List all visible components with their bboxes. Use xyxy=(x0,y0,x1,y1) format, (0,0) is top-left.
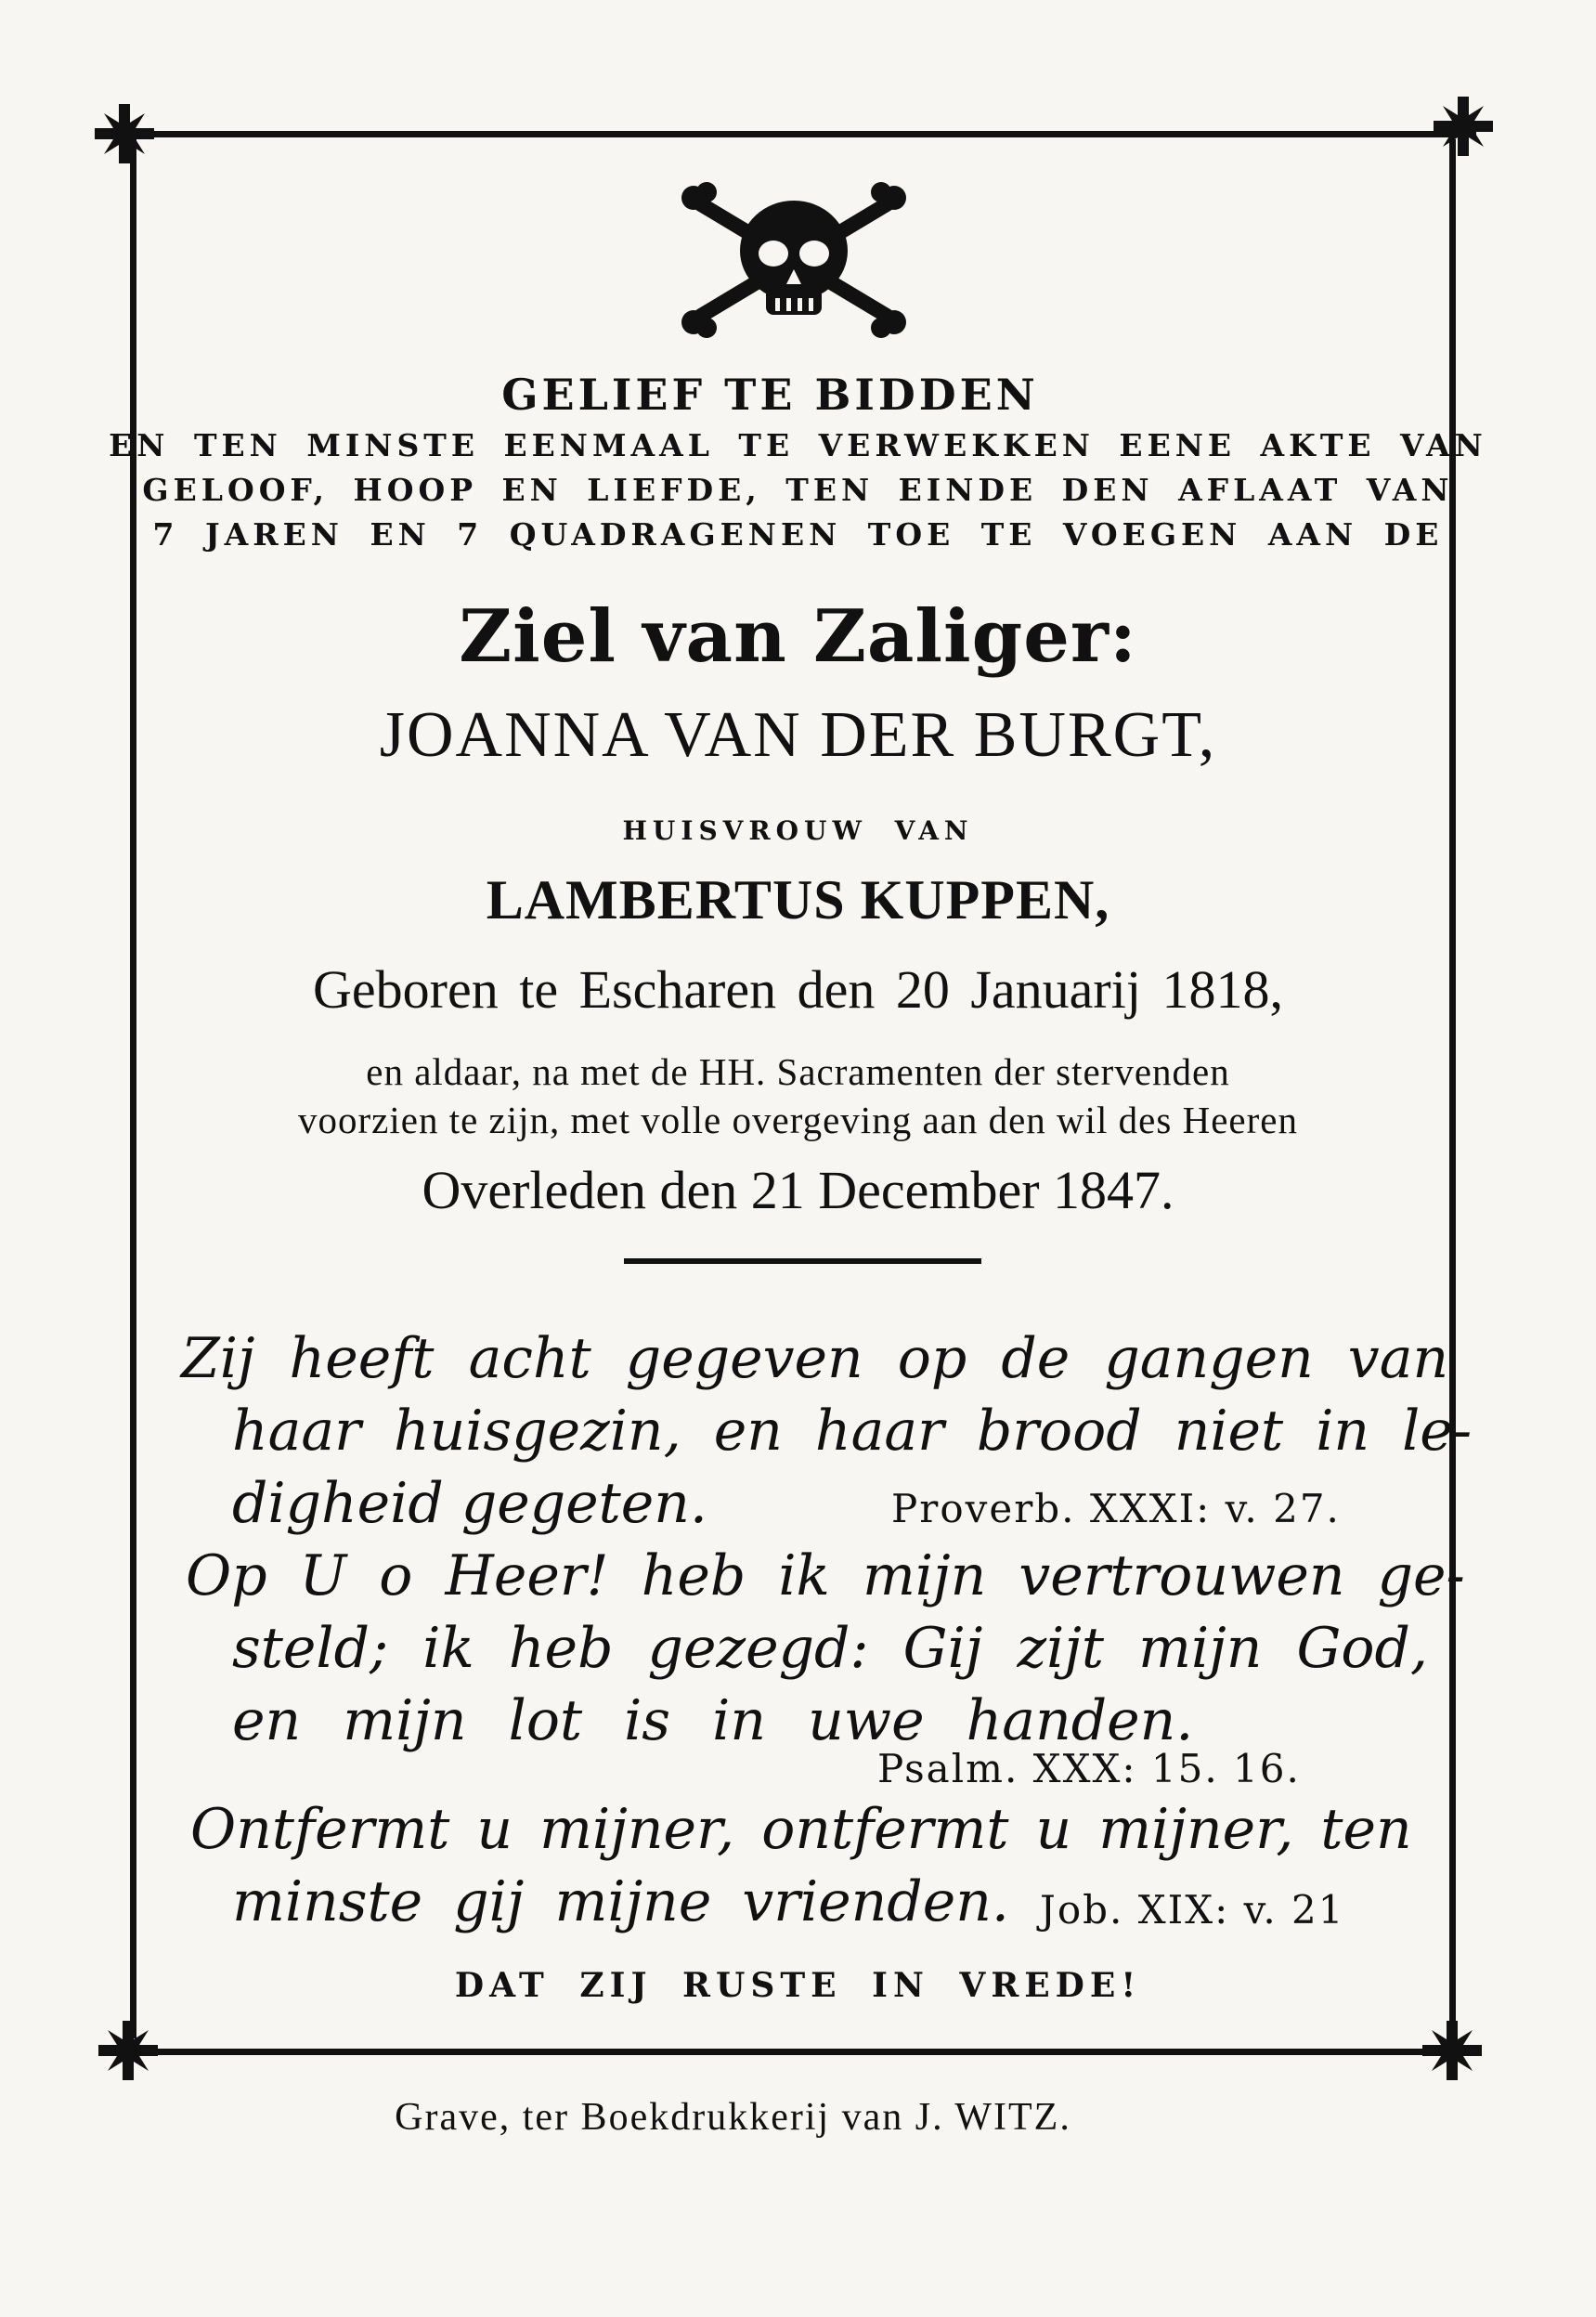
intro-line: 7 JAREN EN 7 QUADRAGENEN TOE TE VOEGEN AAN DE xyxy=(152,516,1444,553)
intro-line: EN TEN MINSTE EENMAAL TE VERWEKKEN EENE AKTE VAN xyxy=(109,427,1487,463)
relation-label: HUISVROUW VAN xyxy=(622,815,974,846)
border-bottom xyxy=(139,2049,1476,2055)
skull-crossbones-icon xyxy=(673,181,915,339)
psalm-reference: Psalm. XXX: 15. 16. xyxy=(877,1746,1301,1791)
border-top xyxy=(139,131,1476,137)
job-verse-line: Ontfermt u mijner, ontfermt u mijner, ten xyxy=(190,1797,1412,1862)
psalm-verse-line: Op U o Heer! heb ik mijn vertrouwen ge- xyxy=(186,1543,1465,1608)
cross-bottom-left-icon xyxy=(95,2017,162,2084)
proverbs-verse-line: digheid gegeten. xyxy=(232,1471,707,1536)
circumstances-line: voorzien te zijn, met volle overgeving aan den wil des Heeren xyxy=(298,1099,1298,1141)
printer-credit: Grave, ter Boekdrukkerij van J. WITZ. xyxy=(395,2096,1071,2139)
divider xyxy=(624,1258,981,1264)
job-verse-line: minste gij mijne vrienden. xyxy=(232,1869,1009,1934)
psalm-verse-line: en mijn lot is in uwe handen. xyxy=(232,1688,1194,1753)
closing-prayer: DAT ZIJ RUSTE IN VREDE! xyxy=(454,1966,1142,2005)
proverbs-verse-line: Zij heeft acht gegeven op de gangen van xyxy=(181,1326,1449,1391)
proverbs-reference: Proverb. XXXI: v. 27. xyxy=(891,1486,1341,1531)
death-line: Overleden den 21 December 1847. xyxy=(422,1160,1174,1220)
job-reference: Job. XIX: v. 21 xyxy=(1040,1887,1345,1933)
spouse-name: LAMBERTUS KUPPEN, xyxy=(486,869,1110,931)
birth-line: Geboren te Escharen den 20 Januarij 1818, xyxy=(313,959,1283,1020)
psalm-verse-line: steld; ik heb gezegd: Gij zijt mijn God, xyxy=(232,1616,1429,1681)
proverbs-verse-line: haar huisgezin, en haar brood niet in le- xyxy=(232,1399,1473,1464)
cross-top-left-icon xyxy=(91,100,158,167)
intro-line: GELOOF, HOOP EN LIEFDE, TEN EINDE DEN AFLAAT VAN xyxy=(142,472,1454,508)
deceased-name: JOANNA VAN DER BURGT, xyxy=(379,699,1217,771)
cross-bottom-right-icon xyxy=(1419,2017,1486,2084)
circumstances-line: en aldaar, na met de HH. Sacramenten der stervenden xyxy=(366,1050,1230,1093)
cross-top-right-icon xyxy=(1430,93,1497,160)
prayer-title: GELIEF TE BIDDEN xyxy=(501,370,1039,420)
soul-heading: Ziel van Zaliger: xyxy=(459,594,1137,679)
